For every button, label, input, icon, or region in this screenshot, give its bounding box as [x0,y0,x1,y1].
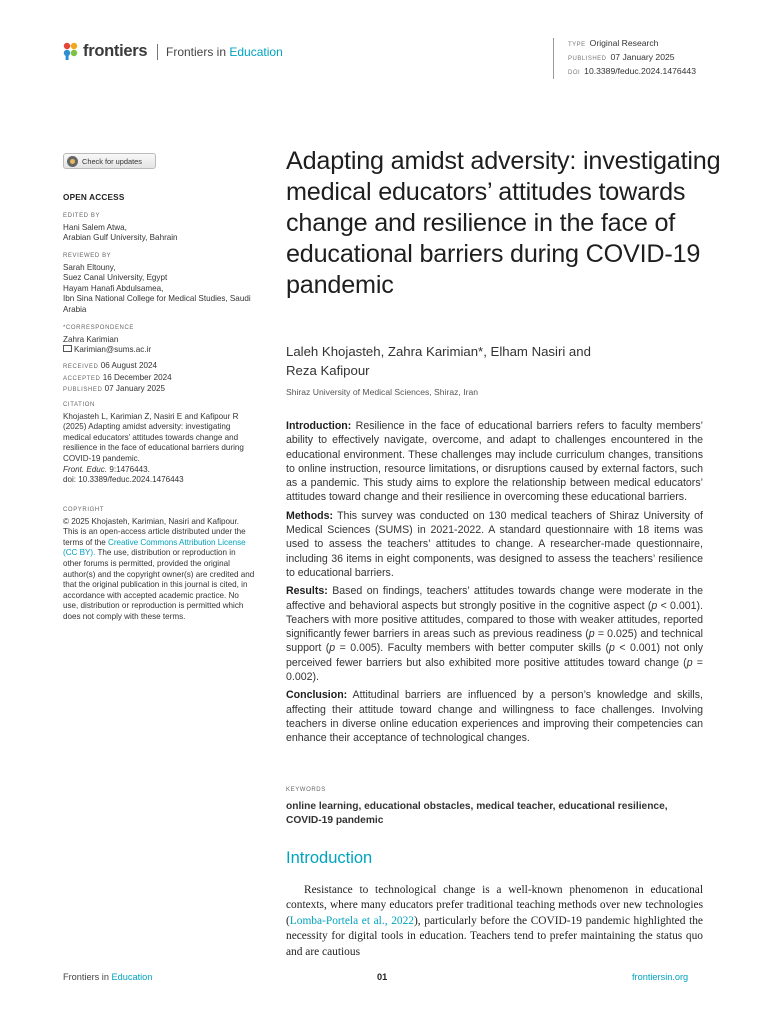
date-received [63,361,255,373]
citation-text: Khojasteh L, Karimian Z, Nasiri E and Kafipour R (2025) Adapting amidst adversity: investigating medical educators’ attitudes towards change and resilience in the face of educational barriers during COVID-19 pandemic. [63,411,244,463]
abstract-results [286,584,703,684]
open-access-label: OPEN ACCESS [63,193,125,202]
p-symbol: p [588,628,595,641]
date-accepted [63,373,255,385]
body-text: Resistance to technological change is a well-known phenomenon in educational contexts, where many educators prefer traditional teaching methods over new technologies ( [286,884,703,927]
citation-journal-line [63,465,255,476]
p-symbol: p [609,642,615,655]
p-symbol: p [651,599,658,612]
abstract-methods [286,509,703,580]
frontiers-logo-icon [63,42,79,60]
citation-heading: CITATION [63,402,95,408]
abstract-text: Based on findings, teachers’ attitudes towards change were moderate in the affective and behavioral aspects but strongly positive in the cognitive aspect ( [286,585,703,612]
abstract-text: Attitudinal barriers are influenced by a person’s knowledge and skills, affecting their attitude toward change and willingness to face challenges. Involving teachers in diverse online education experiences and improving their competencies can enhance their acceptance of technological changes. [286,689,703,745]
check-updates-label: Check for updates [82,156,142,166]
abstract-text: < 0.001) not only perceived fewer barriers but also exhibited more positive attitudes toward change ( [286,642,703,669]
section-heading: Introduction [286,849,373,867]
license-link[interactable]: Creative Commons Attribution License (CC BY). [63,537,246,558]
edited-by-heading: EDITED BY [63,213,101,219]
p-symbol: p [329,642,336,655]
reference-link[interactable]: Lomba-Portela et al., 2022 [289,914,414,927]
reviewer-affiliation: Suez Canal University, Egypt [63,273,168,283]
copyright [63,505,255,623]
copyright-heading: COPYRIGHT [63,507,105,513]
date-value: 06 August 2024 [100,361,157,370]
body-paragraph [286,883,703,960]
reviewer-name: Hayam Hanafi Abdulsamea, [63,283,164,293]
footer-site-link[interactable]: frontiersin.org [632,972,689,982]
citation-doi[interactable]: doi: 10.3389/feduc.2024.1476443 [63,475,184,485]
journal-prefix: Frontiers in [166,45,227,59]
footer-journal-name: Education [111,972,153,982]
date-key: ACCEPTED [63,375,101,382]
article-meta [553,38,696,79]
article-dates [63,361,255,396]
body-text: ), particularly before the COVID-19 pandemic highlighted the necessity for digital tools in education. Teachers tend to prefer maintaining the status quo and are cautious [286,914,703,958]
article-title: Adapting amidst adversity: investigating medical educators’ attitudes towards change and resilience in the face of educational barriers during COVID-19 pandemic [286,147,721,299]
affiliation: Shiraz University of Medical Sciences, Shiraz, Iran [286,387,478,397]
editor-name: Hani Salem Atwa, [63,222,127,232]
copyright-text [63,517,255,623]
abstract-text: = 0.005). Faculty members with better computer skills ( [335,642,610,655]
date-value: 07 January 2025 [104,384,165,394]
footer-prefix: Frontiers in [63,972,109,982]
date-key: PUBLISHED [63,387,103,394]
correspondence-name: Zahra Karimian [63,334,119,344]
citation [63,400,255,486]
citation-volume: 9:1476443. [107,464,150,474]
abstract-text: This survey was conducted on 130 medical teachers of Shiraz University of Medical Sciences (SUMS) in 2021-2022. A standard questionnaire with 18 items was used to assess the teachers’ attitudes to change. A researcher-made questionnaire, including 36 items in eight components, was designed to assess the teachers’ resilience to educational barriers. [286,509,703,579]
abstract-label: Methods: [286,509,334,522]
author-list [286,343,706,380]
date-published [63,384,255,396]
reviewer-affiliation: Ibn Sina National College for Medical Studies, Saudi Arabia [63,294,251,314]
keywords-heading: KEYWORDS [286,787,326,793]
meta-published [568,52,696,66]
abstract-label: Results: [286,585,328,598]
editor-affiliation: Arabian Gulf University, Bahrain [63,233,178,243]
abstract-text: = 0.025) and technical support ( [286,628,703,655]
abstract-text: < 0.001). Teachers with more positive attitudes, compared to those with weaker attitudes, reported significantly fewer barriers in areas such as previous readiness ( [286,599,703,641]
page-number: 01 [377,972,388,982]
meta-value: Original Research [589,38,659,48]
meta-key: DOI [568,69,581,76]
date-key: RECEIVED [63,364,99,370]
p-symbol: p [686,656,693,669]
frontiers-logo[interactable] [63,41,147,61]
journal-name[interactable] [157,44,283,60]
authors-line[interactable]: Laleh Khojasteh, Zahra Karimian*, Elham Nasiri and [286,344,591,359]
abstract [286,419,703,750]
abstract-conclusion [286,688,703,745]
check-updates-icon [67,156,78,167]
correspondence-email-row[interactable] [63,345,255,356]
reviewed-by-heading: REVIEWED BY [63,253,112,259]
reviewed-by [63,251,255,316]
check-updates-button[interactable] [63,153,156,169]
meta-key: TYPE [568,42,586,48]
meta-value[interactable]: 10.3389/feduc.2024.1476443 [584,65,696,76]
authors-line[interactable]: Reza Kafipour [286,362,370,378]
edited-by [63,211,255,244]
logo-text: frontiers [83,41,148,60]
keywords: online learning, educational obstacles, medical teacher, educational resilience, COVID-19 pandemic [286,801,668,826]
abstract-label: Introduction: [286,420,352,432]
meta-key: PUBLISHED [568,55,607,62]
journal-title: Education [229,45,283,59]
abstract-label: Conclusion: [286,689,348,702]
meta-doi[interactable] [568,66,696,80]
meta-type [568,38,696,52]
copyright-pre: © 2025 Khojasteh, Karimian, Nasiri and Kafipour. This is an open-access article distributed under the terms of the [63,516,246,547]
meta-value: 07 January 2025 [610,51,675,62]
correspondence [63,323,255,356]
copyright-post: The use, distribution or reproduction in other forums is permitted, provided the original author(s) and the copyright owner(s) are credited and that the original publication in this journal is cited, in accordance with accepted academic practice. No use, distribution or reproduction is permitted which does not comply with these terms. [63,548,255,621]
footer-journal[interactable] [63,972,152,982]
abstract-introduction [286,419,703,505]
abstract-text: = 0.002). [286,656,703,684]
reviewer-name: Sarah Eltouny, [63,262,116,272]
citation-journal: Front. Educ. [63,464,108,474]
envelope-icon [63,345,72,352]
correspondence-email[interactable]: Karimian@sums.ac.ir [74,345,152,355]
abstract-text: Resilience in the face of educational barriers refers to faculty members’ ability to effectively navigate, overcome, and adapt to challenges encountered in the educational environment. These challenges may include curriculum changes, transitions to online instruction, resource limitations, or disruptions caused by external factors, such as a pandemic. This study aims to explore the relationship between medical educators’ attitudes toward change and their resilience in overcoming these educational barriers. [286,420,703,504]
date-value: 16 December 2024 [102,372,172,382]
correspondence-heading: *CORRESPONDENCE [63,325,135,331]
